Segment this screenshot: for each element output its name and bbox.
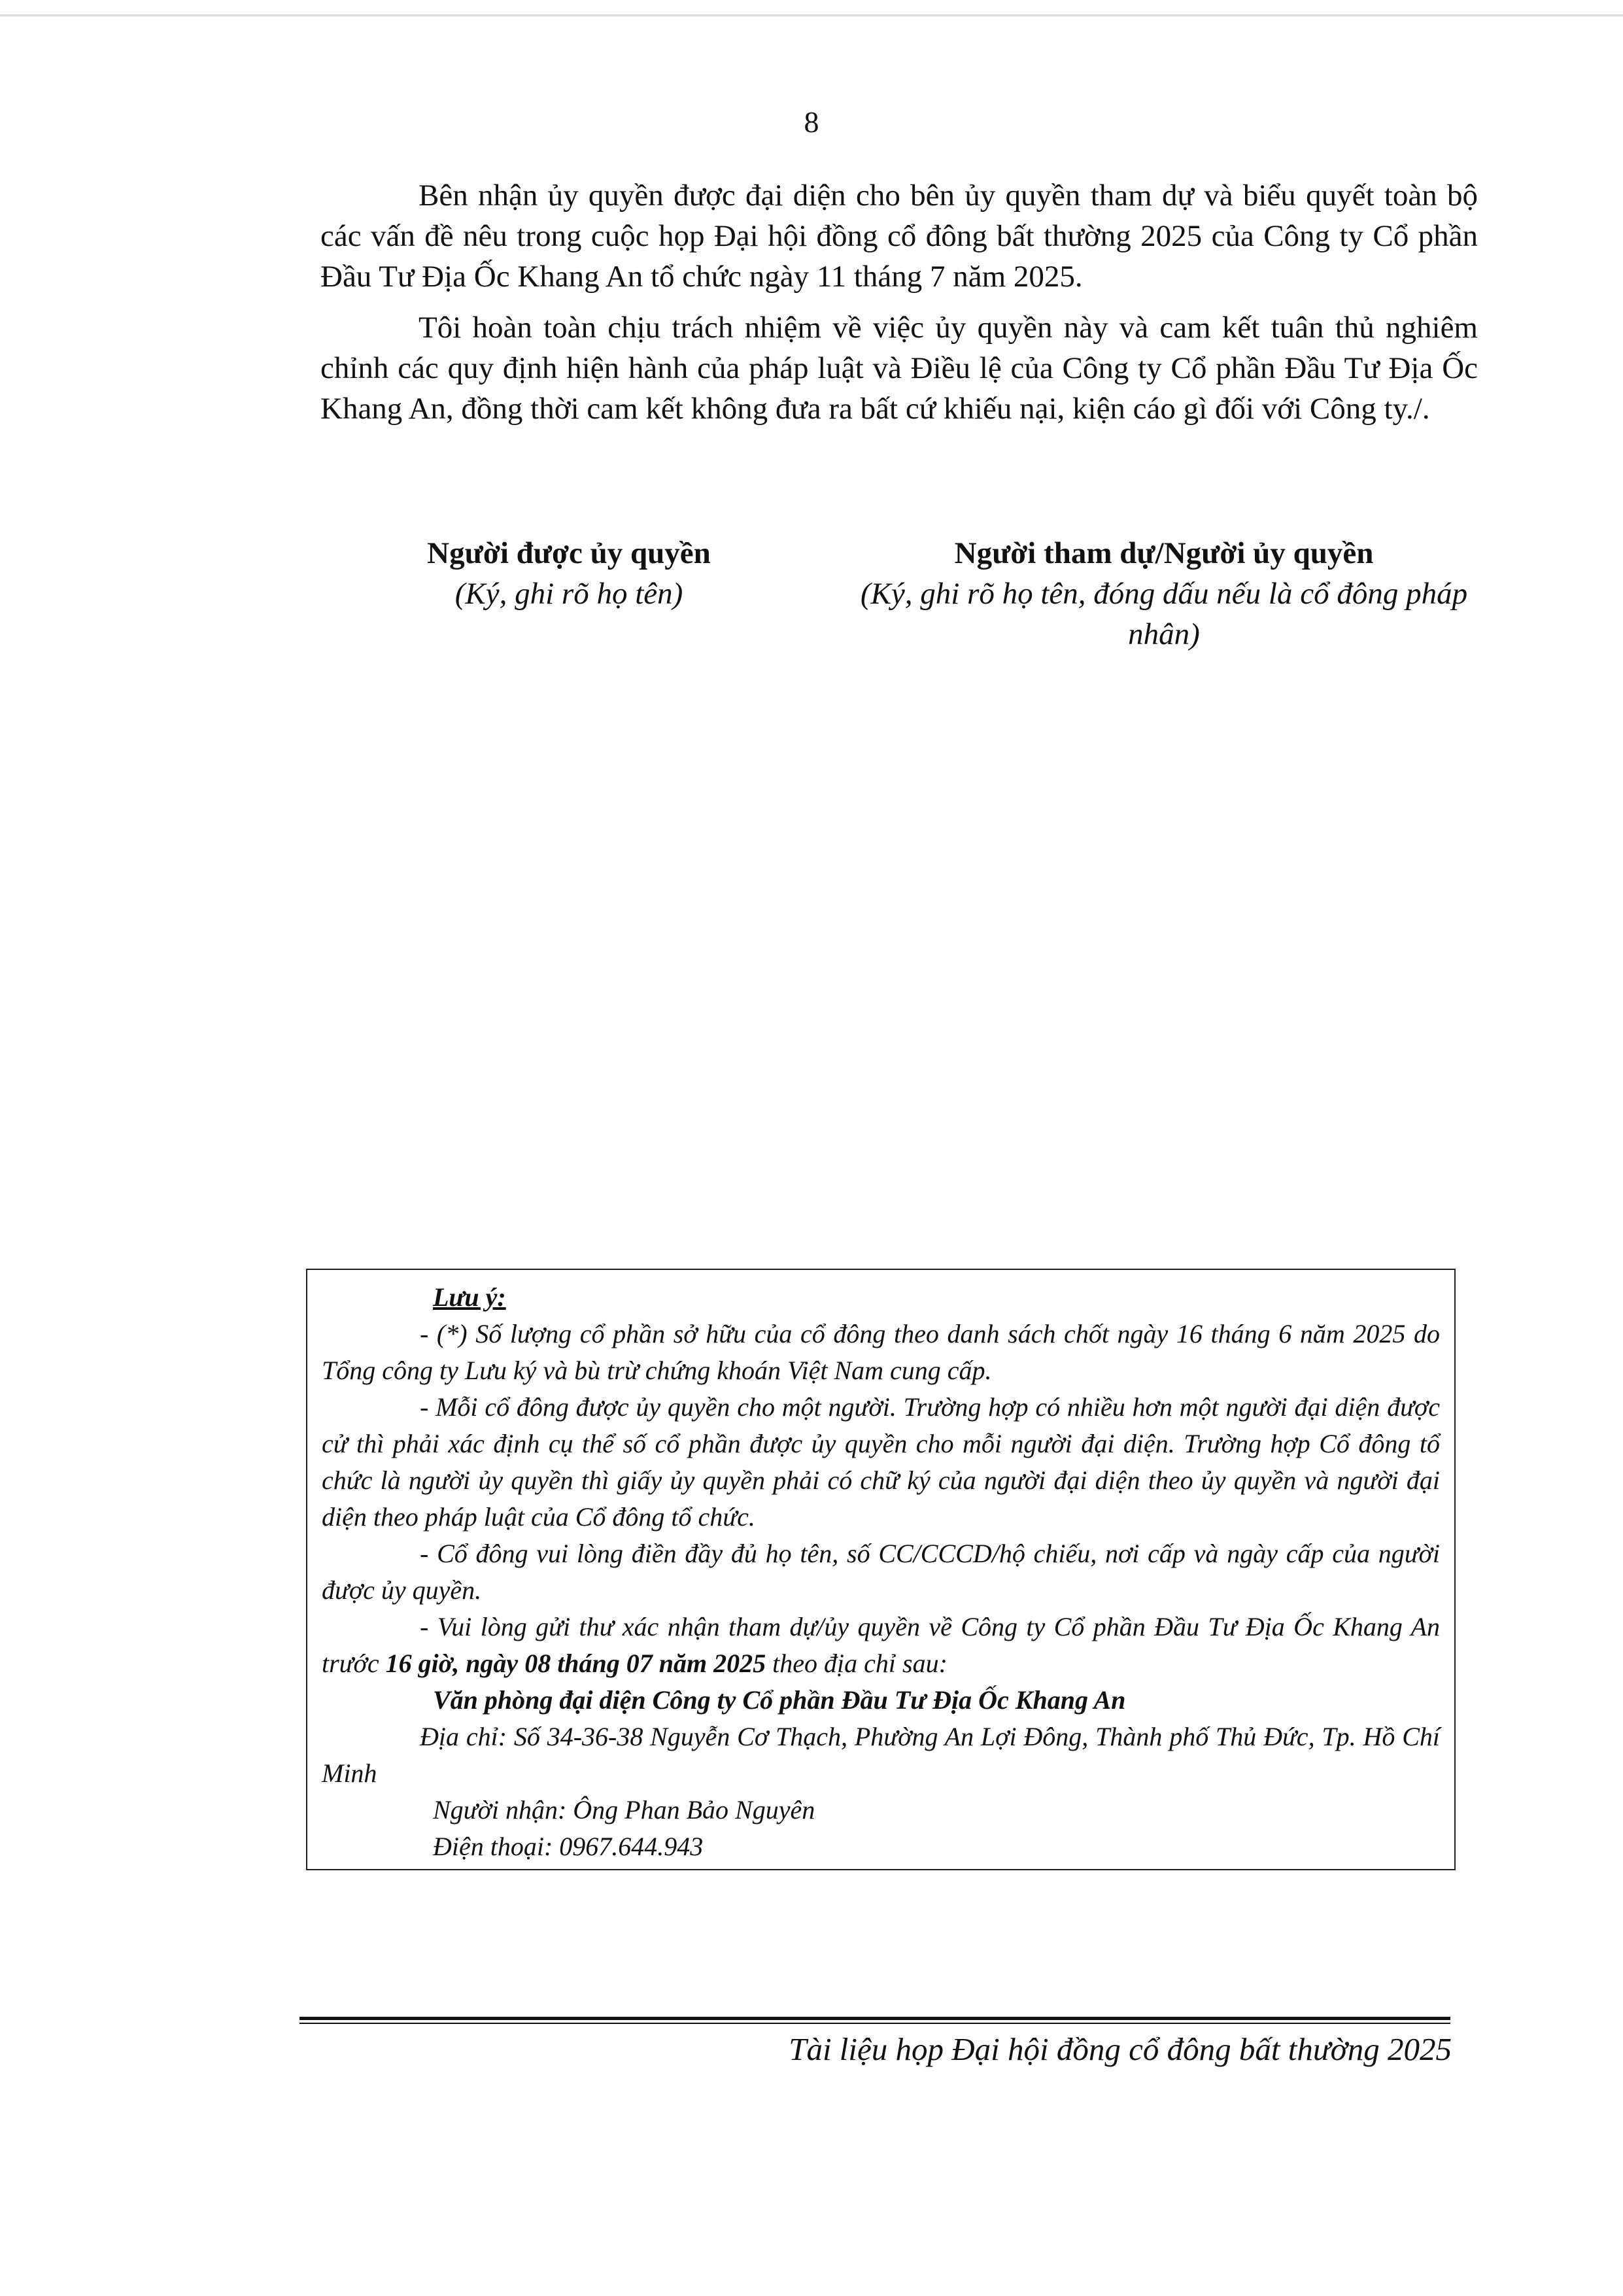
signature-right-hint: (Ký, ghi rõ họ tên, đóng dấu nếu là cổ đông pháp nhân) — [860, 577, 1468, 651]
footer-rule-thin — [299, 2023, 1450, 2024]
note-phone: Điện thoại: 0967.644.943 — [433, 1832, 704, 1861]
note-item-marker: - (*) — [420, 1319, 468, 1348]
paragraph-1-text: Bên nhận ủy quyền được đại diện cho bên ủy quyền tham dự và biểu quyết toàn bộ các vấn đề nêu trong cuộc họp Đại hội đồng cổ đông bất thường 2025 của Công ty Cổ phần Đầu Tư Địa Ốc Khang An tổ chức ngày 11 tháng 7 năm 2025. — [320, 179, 1478, 294]
signature-left-title: Người được ủy quyền — [427, 536, 711, 570]
note-recipient: Người nhận: Ông Phan Bảo Nguyên — [433, 1795, 815, 1825]
signature-block-proxy — [366, 533, 772, 614]
note-box — [306, 1269, 1456, 1870]
footer-rule — [299, 2017, 1450, 2020]
signature-block-grantor — [844, 533, 1484, 655]
signature-right-title: Người tham dự/Người ủy quyền — [954, 536, 1374, 570]
note-office-name: Văn phòng đại diện Công ty Cổ phần Đầu Tư Địa Ốc Khang An — [433, 1685, 1126, 1715]
note-deadline-post: theo địa chỉ sau: — [766, 1649, 948, 1678]
scan-edge-line — [0, 14, 1623, 16]
note-deadline-date: 16 giờ, ngày 08 tháng 07 năm 2025 — [385, 1649, 766, 1678]
note-title: Lưu ý: — [433, 1282, 506, 1312]
note-item-shares-text: Số lượng cổ phần sở hữu của cổ đông theo danh sách chốt ngày 16 tháng 6 năm 2025 do Tổng công ty Lưu ký và bù trừ chứng khoán Việt Nam cung cấp. — [322, 1319, 1441, 1385]
note-item-representative: - Mỗi cổ đông được ủy quyền cho một người. Trường hợp có nhiều hơn một người đại diện được cử thì phải xác định cụ thể số cổ phần được ủy quyền cho mỗi người đại diện. Trường hợp Cổ đông tổ chức là người ủy quyền thì giấy ủy quyền phải có chữ ký của người đại diện theo ủy quyền và người đại diện theo pháp luật của Cổ đông tổ chức. — [322, 1392, 1440, 1532]
note-deadline-pre: - Vui lòng gửi thư xác nhận tham dự/ủy quyền về Công ty Cổ phần Đầu Tư Địa Ốc Khang An trước — [322, 1612, 1440, 1678]
page-number: 8 — [804, 105, 819, 139]
signature-left-hint: (Ký, ghi rõ họ tên) — [454, 577, 683, 611]
paragraph-authorization-scope — [320, 175, 1478, 297]
note-item-deadline — [322, 1609, 1440, 1682]
note-item-fill-info: - Cổ đông vui lòng điền đầy đủ họ tên, số CC/CCCD/hộ chiếu, nơi cấp và ngày cấp của người được ủy quyền. — [322, 1539, 1440, 1605]
paragraph-commitment — [320, 307, 1478, 429]
note-address: Địa chỉ: Số 34-36-38 Nguyễn Cơ Thạch, Phường An Lợi Đông, Thành phố Thủ Đức, Tp. Hồ Chí Minh — [322, 1722, 1440, 1788]
footer-caption: Tài liệu họp Đại hội đồng cổ đông bất thường 2025 — [789, 2031, 1452, 2067]
paragraph-2-text: Tôi hoàn toàn chịu trách nhiệm về việc ủy quyền này và cam kết tuân thủ nghiêm chỉnh các quy định hiện hành của pháp luật và Điều lệ của Công ty Cổ phần Đầu Tư Địa Ốc Khang An, đồng thời cam kết không đưa ra bất cứ khiếu nại, kiện cáo gì đối với Công ty./. — [320, 311, 1478, 426]
note-item-shares — [322, 1316, 1440, 1389]
